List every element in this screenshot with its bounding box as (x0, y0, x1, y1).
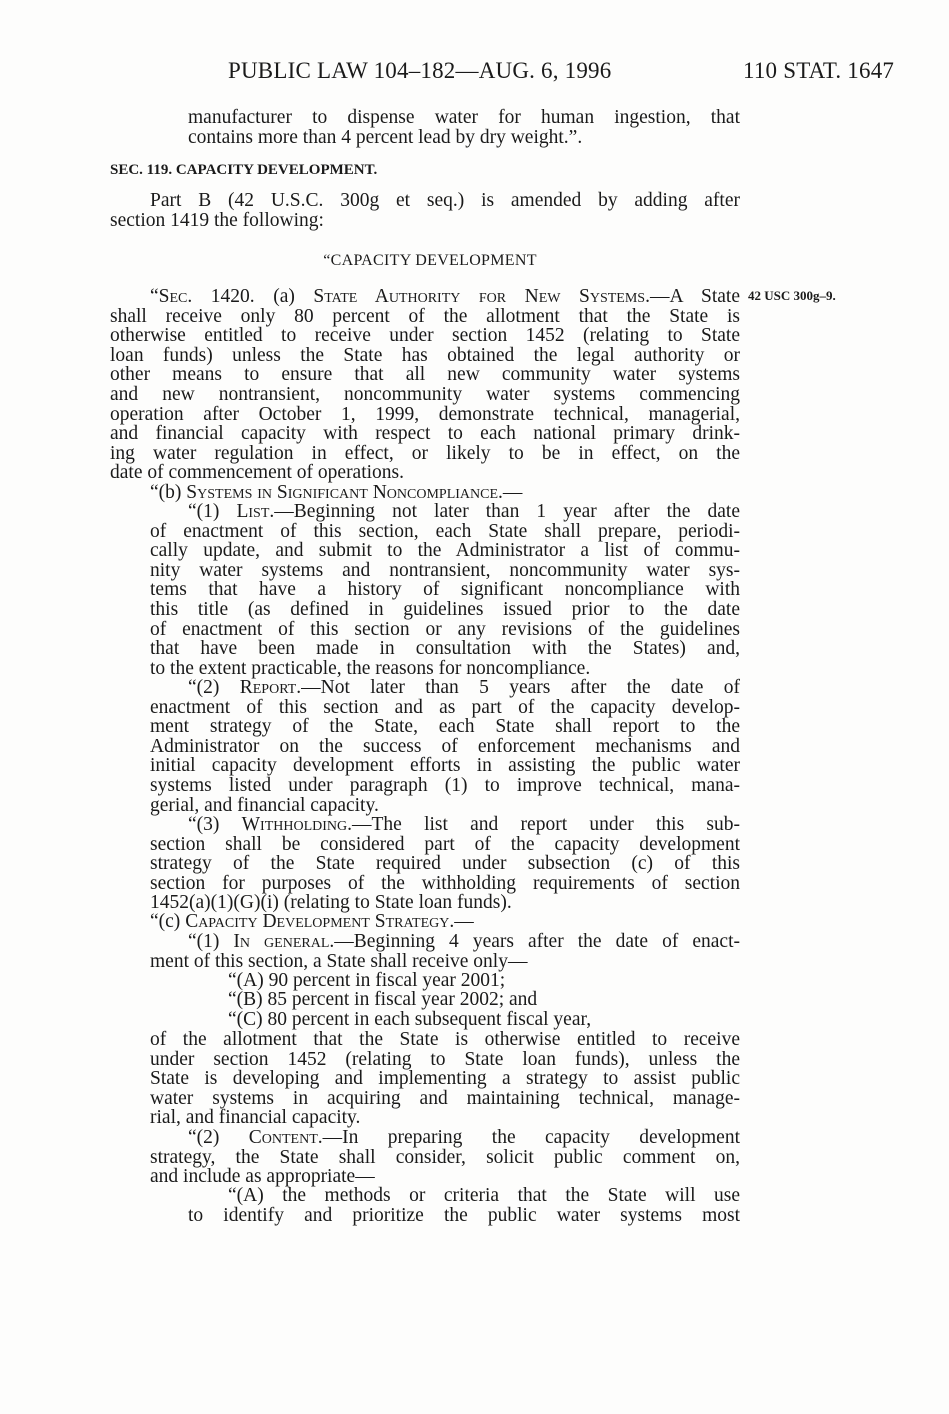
text-segment: .— (449, 911, 474, 932)
text-line: this title (as defined in guidelines issued prior to the date (150, 598, 740, 620)
small-caps-heading: Report (239, 677, 297, 698)
text-line (150, 912, 740, 932)
text-line: ing water regulation in effect, or likely to be in effect, on the (110, 442, 740, 464)
text-line: State is developing and implementing a strategy to assist public (150, 1068, 740, 1090)
paragraph-intro (188, 108, 740, 147)
text-line: ment of this section, a State shall receive only— (150, 950, 528, 972)
paragraph-b3 (150, 815, 740, 913)
text-line: Part B (42 U.S.C. 300g et seq.) is amended by adding after (150, 190, 740, 211)
paragraph-c2A (188, 1186, 740, 1225)
small-caps-heading: Systems in Significant Noncompliance (186, 482, 499, 503)
text-line: contains more than 4 percent lead by dry weight.”. (188, 126, 583, 148)
text-line: and new nontransient, noncommunity water systems commencing (110, 383, 740, 405)
text-segment: .— (498, 482, 523, 503)
text-line: and include as appropriate— (150, 1166, 375, 1188)
text-line: shall receive only 80 percent of the allotment that the State is (110, 305, 740, 327)
text-line: operation after October 1, 1999, demonstrate technical, managerial, (110, 403, 740, 425)
text-line: loan funds) unless the State has obtained the legal authority or (110, 344, 740, 366)
text-segment: “(1) (188, 931, 234, 952)
text-line (150, 483, 740, 503)
paragraph-b1 (150, 502, 740, 678)
text-line: section 1419 the following: (110, 209, 324, 231)
text-line: “(A) 90 percent in fiscal year 2001; (228, 970, 506, 991)
text-segment: 1420. (a) (192, 286, 314, 307)
paragraph-c (150, 912, 740, 932)
text-line (188, 815, 740, 835)
text-line: systems listed under paragraph (1) to improve technical, mana- (150, 774, 740, 796)
text-line: water systems in acquiring and maintaining technical, manage- (150, 1087, 740, 1109)
text-line: initial capacity development efforts in assisting the public water (150, 755, 740, 777)
small-caps-heading: Capacity Development Strategy (185, 911, 450, 932)
paragraph-amend (110, 191, 740, 230)
text-line (188, 502, 740, 522)
text-line: gerial, and financial capacity. (150, 794, 379, 816)
text-line: section for purposes of the withholding requirements of section (150, 872, 740, 894)
paragraph-c2 (150, 1128, 740, 1187)
text-line: 1452(a)(1)(G)(i) (relating to State loan funds). (150, 892, 512, 914)
running-header-title: PUBLIC LAW 104–182—AUG. 6, 1996 (228, 58, 612, 83)
small-caps-heading: Withholding (241, 814, 348, 835)
text-line: manufacturer to dispense water for human ingestion, that (188, 107, 740, 128)
text-line: cally update, and submit to the Administrator a list of commu- (150, 540, 740, 562)
text-line: other means to ensure that all new community water systems (110, 364, 740, 386)
paragraph-c1A (228, 971, 740, 991)
paragraph-c1 (150, 932, 740, 971)
small-caps-heading: State Authority for New Systems (313, 286, 646, 307)
text-line (188, 678, 740, 698)
text-line (188, 932, 740, 952)
small-caps-heading: In general (233, 931, 330, 952)
text-segment: .—Beginning 4 years after the date of enact- (329, 931, 740, 952)
text-line: strategy of the State required under subsection (c) of this (150, 853, 740, 875)
text-line: section shall be considered part of the capacity development (150, 833, 740, 855)
text-segment: .—The list and report under this sub- (347, 814, 740, 835)
text-line: of enactment of this section or any revisions of the guidelines (150, 618, 740, 640)
inserted-section-title: “CAPACITY DEVELOPMENT (323, 252, 537, 269)
text-line: under section 1452 (relating to State loan funds), unless the (150, 1048, 740, 1070)
text-line: to the extent practicable, the reasons for noncompliance. (150, 657, 591, 679)
text-segment: .—Beginning not later than 1 year after the date (269, 501, 740, 522)
text-line: that have been made in consultation with the States) and, (150, 638, 740, 660)
text-line: rial, and financial capacity. (150, 1107, 361, 1129)
paragraph-b (150, 483, 740, 503)
text-line: strategy, the State shall consider, solicit public comment on, (150, 1146, 740, 1168)
text-segment: “(2) (188, 677, 240, 698)
text-line: to identify and prioritize the public water systems most (188, 1204, 740, 1226)
text-segment: .—A State (645, 286, 740, 307)
running-header-page: 110 STAT. 1647 (743, 58, 895, 83)
text-line: ment strategy of the State, each State shall report to the (150, 716, 740, 738)
text-segment: .—Not later than 5 years after the date of (296, 677, 740, 698)
text-line: tems that have a history of significant noncompliance with (150, 579, 740, 601)
text-line: Administrator on the success of enforcement mechanisms and (150, 735, 740, 757)
text-segment: “(2) (188, 1127, 249, 1148)
section-heading: SEC. 119. CAPACITY DEVELOPMENT. (110, 162, 378, 178)
small-caps-heading: Content (248, 1127, 318, 1148)
text-segment: “(b) (150, 482, 187, 503)
paragraph-sec1420 (110, 287, 740, 483)
text-line: “(C) 80 percent in each subsequent fiscal year, (228, 1009, 592, 1030)
paragraph-c1C (228, 1010, 740, 1030)
text-segment: “ (150, 286, 159, 307)
text-line: otherwise entitled to receive under section 1452 (relating to State (110, 325, 740, 347)
text-line: “(B) 85 percent in fiscal year 2002; and (228, 989, 538, 1010)
text-line: of enactment of this section, each State shall prepare, periodi- (150, 520, 740, 542)
text-line: of the allotment that the State is otherwise entitled to receive (150, 1029, 740, 1050)
paragraph-c1B (228, 990, 740, 1010)
small-caps-heading: Sec. (158, 286, 193, 307)
text-segment: “(3) (188, 814, 242, 835)
text-line (188, 1128, 740, 1148)
paragraph-b2 (150, 678, 740, 815)
text-line: and financial capacity with respect to each national primary drink- (110, 423, 740, 445)
text-line: date of commencement of operations. (110, 462, 405, 484)
margin-citation: 42 USC 300g–9. (748, 288, 836, 303)
small-caps-heading: List (236, 501, 270, 522)
text-segment: “(c) (150, 911, 186, 932)
text-segment: .—In preparing the capacity development (317, 1127, 740, 1148)
text-line (150, 287, 740, 307)
paragraph-c1tail (150, 1030, 740, 1128)
text-line: nity water systems and nontransient, noncommunity water sys- (150, 559, 740, 581)
text-line: “(A) the methods or criteria that the State will use (228, 1185, 740, 1206)
text-segment: “(1) (188, 501, 237, 522)
text-line: enactment of this section and as part of the capacity develop- (150, 696, 740, 718)
